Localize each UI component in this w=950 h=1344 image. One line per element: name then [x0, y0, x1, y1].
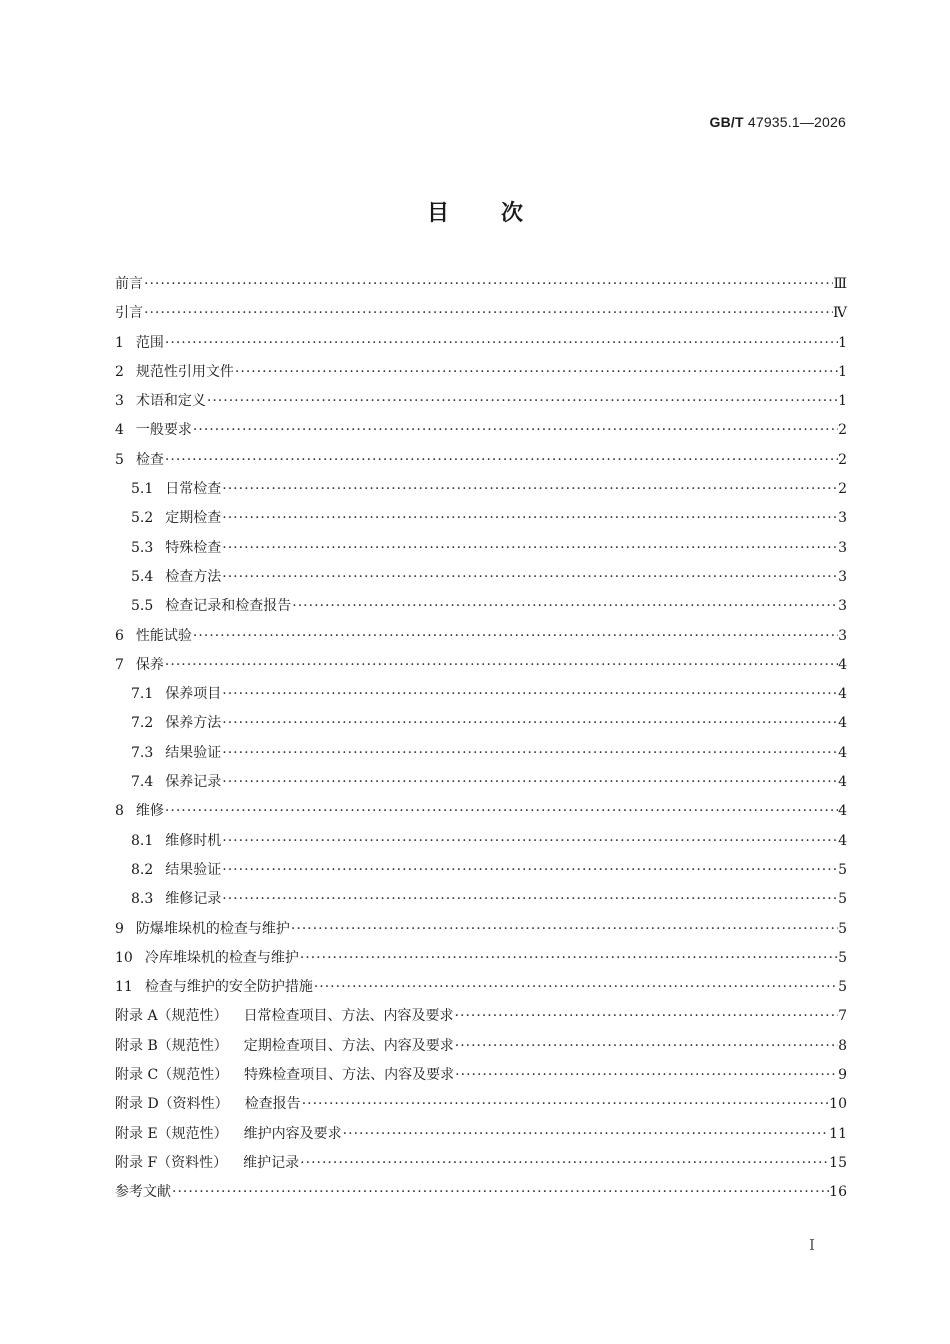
toc-entry-page: 5 [838, 949, 847, 966]
toc-entry-label: 术语和定义 [135, 393, 206, 410]
toc-entry-number: 6 [115, 627, 124, 644]
toc-entry[interactable] [115, 475, 847, 504]
toc-entry-label: 日常检查项目、方法、内容及要求 [243, 1008, 454, 1025]
toc-entry-label: 检查方法 [165, 568, 222, 585]
toc-entry-number: 附录 F（资料性） [115, 1154, 228, 1171]
toc-entry-label: 保养项目 [165, 686, 222, 703]
toc-entry-label: 定期检查 [165, 510, 222, 527]
toc-entry-number: 2 [115, 363, 124, 380]
toc-entry-page: 4 [838, 774, 847, 791]
dot-leader [234, 358, 838, 387]
dot-leader [221, 856, 838, 885]
toc-entry-label: 检查 [135, 451, 164, 468]
toc-entry-number: 5.3 [131, 539, 154, 556]
toc-entry[interactable] [115, 915, 847, 944]
dot-leader [290, 915, 838, 944]
toc-entry-page: 4 [838, 832, 847, 849]
toc-entry[interactable] [115, 944, 847, 973]
dot-leader [221, 680, 838, 709]
toc-entry-label: 检查与维护的安全防护措施 [144, 979, 313, 996]
toc-entry-label: 维护内容及要求 [243, 1125, 342, 1142]
toc-entry-label: 前言 [115, 276, 143, 292]
toc-entry-page: 4 [838, 656, 847, 673]
toc-entry-number: 附录 B（规范性） [115, 1037, 228, 1054]
toc-entry-page: 1 [838, 334, 847, 351]
toc-entry-page: 4 [838, 803, 847, 820]
toc-entry[interactable] [115, 416, 847, 445]
toc-entry-number: 7 [115, 656, 124, 673]
dot-leader [299, 1149, 829, 1178]
toc-entry-label: 引言 [115, 305, 143, 322]
toc-entry-number: 附录 A（规范性） [115, 1008, 228, 1025]
toc-entry-page: 3 [838, 598, 847, 615]
toc-entry-page: 10 [829, 1096, 847, 1113]
toc-entry[interactable] [115, 680, 847, 709]
toc-entry-page: 15 [829, 1154, 847, 1171]
standard-number: 47935.1—2026 [747, 114, 846, 130]
dot-leader [171, 1178, 829, 1207]
standard-prefix: GB/T [709, 114, 744, 130]
toc-entry[interactable] [115, 885, 847, 914]
toc-entry-number: 8 [115, 803, 124, 820]
dot-leader [164, 329, 838, 358]
toc-entry[interactable] [115, 797, 847, 826]
toc-entry[interactable] [115, 622, 847, 651]
toc-entry-label: 特殊检查 [165, 539, 222, 556]
toc-entry-number: 1 [115, 334, 124, 351]
toc-entry-page: 8 [838, 1037, 847, 1054]
toc-entry[interactable] [115, 827, 847, 856]
toc-entry-label: 检查报告 [244, 1096, 301, 1113]
toc-entry-number: 11 [115, 979, 133, 996]
toc-entry-number: 5.5 [131, 598, 154, 615]
toc-entry-label: 特殊检查项目、方法、内容及要求 [244, 1067, 455, 1084]
toc-entry-page: 3 [838, 627, 847, 644]
toc-entry-page: 3 [838, 568, 847, 585]
toc-entry-label: 规范性引用文件 [135, 363, 234, 380]
dot-leader [291, 592, 838, 621]
toc-entry[interactable] [115, 270, 847, 299]
toc-entry-page: 4 [838, 686, 847, 703]
toc-entry[interactable] [115, 1002, 847, 1031]
toc-entry-label: 检查记录和检查报告 [165, 598, 292, 615]
toc-entry-number: 附录 D（资料性） [115, 1096, 229, 1113]
toc-entry[interactable] [115, 387, 847, 416]
dot-leader [342, 1120, 830, 1149]
toc-entry-page: Ⅳ [833, 305, 847, 322]
toc-entry-label: 防爆堆垛机的检查与维护 [135, 920, 290, 937]
dot-leader [221, 504, 838, 533]
dot-leader [454, 1032, 838, 1061]
toc-entry[interactable] [115, 973, 847, 1002]
toc-entry[interactable] [115, 651, 847, 680]
dot-leader [299, 944, 838, 973]
dot-leader [221, 709, 838, 738]
toc-entry[interactable] [115, 856, 847, 885]
toc-entry-page: 7 [838, 1008, 847, 1025]
toc-entry-page: 5 [838, 979, 847, 996]
toc-entry-label: 范围 [135, 334, 164, 351]
toc-entry-number: 7.4 [131, 774, 154, 791]
toc-entry-number: 3 [115, 393, 124, 410]
dot-leader [221, 885, 838, 914]
toc-entry[interactable] [115, 1090, 847, 1119]
toc-entry[interactable] [115, 358, 847, 387]
toc-entry-page: 5 [838, 861, 847, 878]
toc-entry-number: 附录 E（规范性） [115, 1125, 228, 1142]
page-folio: Ⅰ [809, 1236, 815, 1254]
toc-entry-label: 定期检查项目、方法、内容及要求 [243, 1037, 454, 1054]
dot-leader [313, 973, 838, 1002]
toc-entry[interactable] [115, 446, 847, 475]
toc-entry-label: 保养记录 [165, 774, 222, 791]
toc-entry-number: 5.1 [131, 481, 154, 498]
toc-entry-page: 16 [829, 1184, 847, 1201]
toc-entry-number: 8.3 [131, 891, 154, 908]
toc-entry-page: 2 [838, 481, 847, 498]
toc-entry-label: 性能试验 [135, 627, 192, 644]
toc-entry-number: 4 [115, 422, 124, 439]
table-of-contents [115, 270, 847, 1208]
toc-entry[interactable] [115, 768, 847, 797]
toc-entry[interactable] [115, 299, 847, 328]
dot-leader [221, 475, 838, 504]
dot-leader [221, 563, 838, 592]
toc-entry-number: 9 [115, 920, 124, 937]
toc-entry-page: 11 [829, 1125, 847, 1142]
toc-entry-label: 结果验证 [165, 744, 222, 761]
toc-entry-label: 结果验证 [165, 861, 222, 878]
dot-leader [164, 797, 838, 826]
toc-entry-number: 10 [115, 949, 133, 966]
toc-entry[interactable] [115, 1061, 847, 1090]
toc-entry-label: 参考文献 [115, 1184, 171, 1201]
toc-entry-number: 5 [115, 451, 124, 468]
toc-entry-number: 7.1 [131, 686, 154, 703]
toc-entry-number: 5.4 [131, 568, 154, 585]
toc-entry-label: 冷库堆垛机的检查与维护 [144, 949, 299, 966]
toc-entry-page: 3 [838, 539, 847, 556]
dot-leader [164, 651, 838, 680]
dot-leader [221, 534, 838, 563]
toc-entry-page: 5 [838, 920, 847, 937]
dot-leader [206, 387, 838, 416]
toc-entry-number: 附录 C（规范性） [115, 1067, 229, 1084]
toc-entry[interactable] [115, 592, 847, 621]
dot-leader [301, 1090, 829, 1119]
toc-entry-number: 7.2 [131, 715, 154, 732]
dot-leader [192, 416, 838, 445]
toc-entry-label: 保养 [135, 656, 164, 673]
toc-entry-page: 4 [838, 715, 847, 732]
dot-leader [454, 1002, 839, 1031]
standard-code [710, 114, 847, 130]
toc-entry[interactable] [115, 329, 847, 358]
dot-leader [221, 827, 838, 856]
toc-entry[interactable] [115, 1120, 847, 1149]
toc-entry[interactable] [115, 1032, 847, 1061]
toc-entry-label: 日常检查 [165, 481, 222, 498]
toc-entry[interactable] [115, 1178, 847, 1207]
toc-entry-page: 3 [838, 510, 847, 527]
toc-entry-number: 5.2 [131, 510, 154, 527]
toc-entry-page: 1 [838, 393, 847, 410]
dot-leader [143, 299, 833, 328]
toc-entry[interactable] [115, 504, 847, 533]
toc-entry-page: Ⅲ [833, 276, 847, 292]
toc-entry-page: 2 [838, 422, 847, 439]
toc-entry-number: 7.3 [131, 744, 154, 761]
toc-entry-label: 一般要求 [135, 422, 192, 439]
toc-entry-page: 1 [838, 363, 847, 380]
toc-entry-label: 维修记录 [165, 891, 222, 908]
dot-leader [164, 446, 838, 475]
dot-leader [221, 768, 838, 797]
toc-entry-label: 保养方法 [165, 715, 222, 732]
toc-entry-number: 8.1 [131, 832, 154, 849]
toc-entry-label: 维修 [135, 803, 164, 820]
page-title: 目次 [426, 201, 575, 226]
toc-entry[interactable] [115, 534, 847, 563]
toc-entry-label: 维修时机 [165, 832, 222, 849]
toc-entry-page: 2 [838, 451, 847, 468]
toc-entry-page: 9 [838, 1067, 847, 1084]
toc-entry-label: 维护记录 [243, 1154, 300, 1171]
toc-entry[interactable] [115, 1149, 847, 1178]
toc-entry[interactable] [115, 739, 847, 768]
toc-entry[interactable] [115, 563, 847, 592]
toc-entry-page: 4 [838, 744, 847, 761]
dot-leader [454, 1061, 838, 1090]
dot-leader [221, 739, 838, 768]
dot-leader [143, 270, 833, 299]
toc-entry[interactable] [115, 709, 847, 738]
dot-leader [192, 622, 838, 651]
toc-entry-number: 8.2 [131, 861, 154, 878]
toc-entry-page: 5 [838, 891, 847, 908]
